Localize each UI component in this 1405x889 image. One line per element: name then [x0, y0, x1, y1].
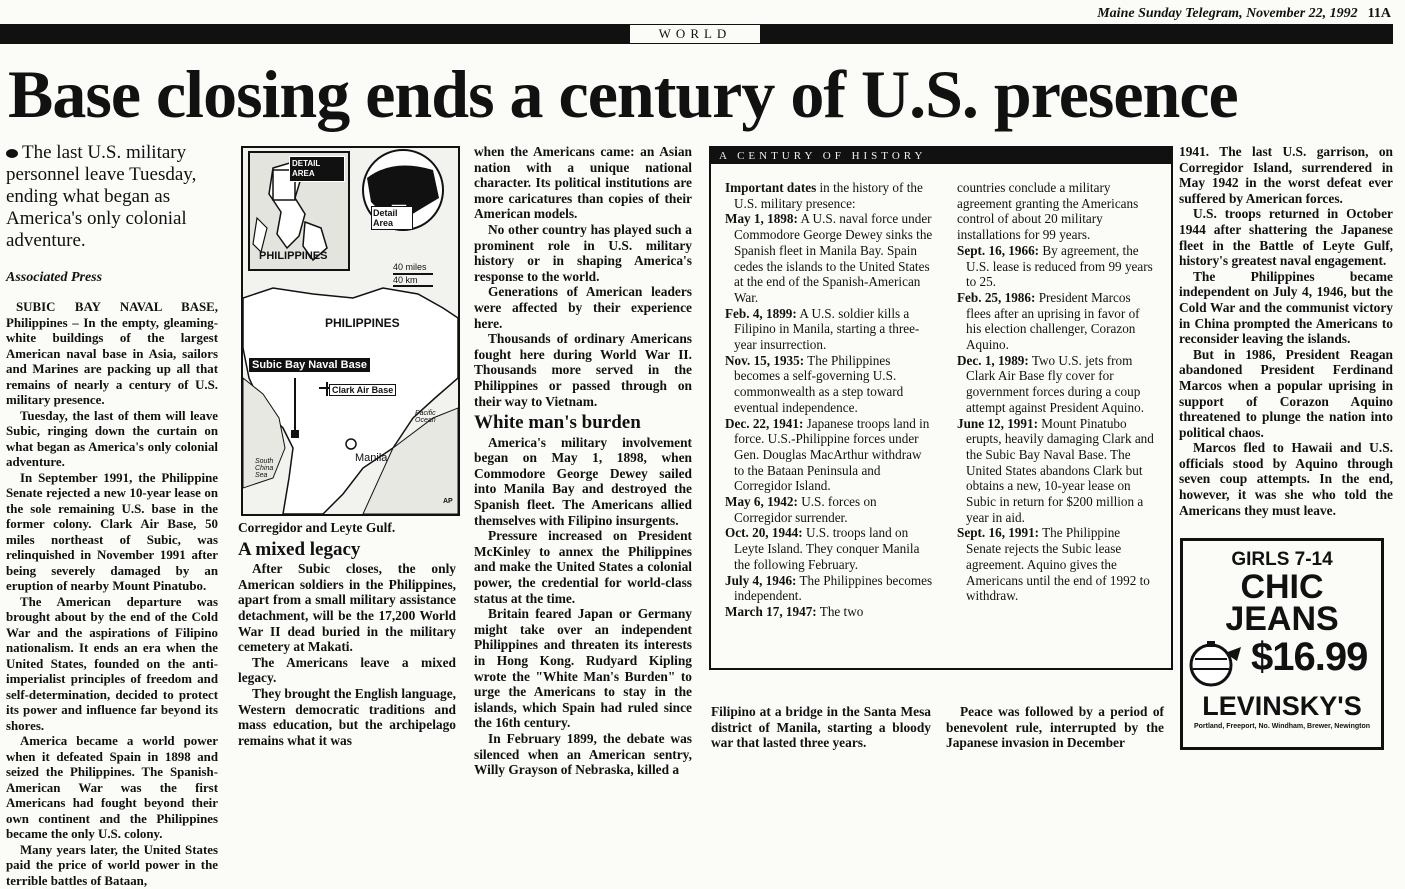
history-text: The Philippines becomes independent. — [734, 573, 932, 604]
history-entry — [957, 353, 1157, 416]
history-entry — [725, 604, 935, 620]
paragraph: Generations of American leaders were affected by their experience here. — [474, 284, 692, 331]
article-column-6 — [1179, 144, 1393, 518]
history-text: The Philippines becomes a self-governing U.S. commonwealth as a step toward eventual independence. — [734, 353, 903, 415]
history-entry — [957, 290, 1157, 353]
paragraph: But in 1986, President Reagan abandoned President Ferdinand Marcos when a popular uprising in support of Corazon Aquino threatened to plunge the nation into political chaos. — [1179, 347, 1393, 441]
history-date: Nov. 15, 1935: — [725, 353, 804, 368]
byline: Associated Press — [6, 270, 102, 286]
history-entry — [725, 494, 935, 525]
history-intro — [725, 180, 935, 211]
bullet-icon — [6, 149, 18, 158]
paragraph: when the Americans came: an Asian nation with a unique national character. Its political institutions are more caricatures than copies of their American models. — [474, 144, 692, 222]
paragraph: The Americans leave a mixed legacy. — [238, 655, 456, 686]
history-date: Sept. 16, 1966: — [957, 243, 1039, 258]
history-date: July 4, 1946: — [725, 573, 796, 588]
paragraph: America's military involvement began on May 1, 1898, when Commodore George Dewey sailed into Manila Bay and destroyed the Spanish fleet. The Americans allied themselves with Filipino insurgents. — [474, 435, 692, 529]
article-column-1 — [6, 300, 218, 889]
paragraph: SUBIC BAY NAVAL BASE, Philippines – In the empty, gleaming-white buildings of the largest American naval base in Asia, sailors and Marines are packing up all that remains of nearly a century of U.S. military presence. — [6, 300, 218, 409]
history-entry — [725, 211, 935, 305]
deck-text: The last U.S. military personnel leave Tuesday, ending what began as America's only colonial adventure. — [6, 142, 196, 251]
history-date: Sept. 16, 1991: — [957, 525, 1039, 540]
paragraph: They brought the English language, Western democratic traditions and mass education, but the archipelago remains what it was — [238, 686, 456, 748]
ad-line-3: JEANS — [1183, 603, 1381, 635]
history-entry — [957, 525, 1157, 604]
advertisement — [1180, 538, 1384, 750]
ad-locations: Portland, Freeport, No. Windham, Brewer, Newington — [1183, 723, 1381, 730]
history-text: President Marcos flees after an uprising in favor of his election challenger, Corazon Aquino. — [966, 290, 1140, 352]
history-intro-bold: Important dates — [725, 180, 816, 195]
masthead-paper: Maine Sunday Telegram, November 22, 1992 — [1097, 6, 1357, 21]
paragraph: America became a world power when it defeated Spain in 1898 and seized the Philippines. The Spanish-American War was the first Americans had fought beyond their own continent and the Philippines became the only U.S. colony. — [6, 734, 218, 843]
map-label-asia: ASIA — [391, 180, 417, 192]
deck — [6, 142, 202, 252]
map-label-philippines: PHILIPPINES — [325, 316, 400, 330]
article-column-3 — [474, 144, 692, 778]
map-credit: AP — [443, 498, 453, 505]
history-title: A CENTURY OF HISTORY — [711, 148, 1171, 164]
paragraph: No other country has played such a prominent role in U.S. military history or in shaping America's response to the world. — [474, 222, 692, 284]
history-entry — [957, 243, 1157, 290]
history-entry — [725, 525, 935, 572]
paragraph: Pressure increased on President McKinley to annex the Philippines and make the United States a colonial power, the credential for world-class status at the time. — [474, 528, 692, 606]
history-date: Dec. 22, 1941: — [725, 416, 803, 431]
history-text: Japanese troops land in force. U.S.-Philippine forces under Gen. Douglas MacArthur withdraw to the Bataan Peninsula and Corregidor Island. — [734, 416, 929, 494]
history-date: Dec. 1, 1989: — [957, 353, 1029, 368]
paragraph: Filipino at a bridge in the Santa Mesa district of Manila, starting a bloody war that lasted three years. — [711, 704, 931, 751]
paragraph: The Philippines became independent on July 4, 1946, but the Cold War and the communist victory in China prompted the Americans to reconsider leaving the islands. — [1179, 269, 1393, 347]
history-date: Feb. 25, 1986: — [957, 290, 1035, 305]
history-text: U.S. troops land on Leyte Island. They conquer Manila the following February. — [734, 525, 919, 571]
history-date: Oct. 20, 1944: — [725, 525, 803, 540]
page-number: 11A — [1368, 6, 1391, 21]
history-text: A U.S. soldier kills a Filipino in Manila, starting a three-year insurrection. — [734, 306, 919, 352]
article-column-2 — [238, 520, 456, 748]
map-scale-km: 40 km — [393, 275, 418, 285]
ad-line-2: CHIC — [1183, 571, 1381, 603]
paragraph: The American departure was brought about by the end of the Cold War and the aspirations of Filipino nationalism. It ends an era when the United States, founded on the anti-imperialist principles of freedom and self-determination, decided to protect its power and influence far beyond its shores. — [6, 595, 218, 735]
locator-map — [241, 146, 460, 516]
paragraph: Tuesday, the last of them will leave Subic, ringing down the curtain on what began as America's only colonial adventure. — [6, 409, 218, 471]
map-label-detail-area-globe: Detail Area — [371, 206, 413, 230]
subhead-white-mans-burden: White man's burden — [474, 415, 692, 431]
history-text: A U.S. naval force under Commodore George Dewey sinks the Spanish fleet in Manila Bay. Spain cedes the islands to the United States at the end of the Spanish-American War. — [734, 211, 932, 305]
history-date: June 12, 1991: — [957, 416, 1038, 431]
paragraph: Marcos fled to Hawaii and U.S. officials stood by Aquino through seven coup attempts. In the end, however, it was she who told the Americans they must leave. — [1179, 440, 1393, 518]
paragraph: In February 1899, the debate was silenced when an American sentry, Willy Grayson of Nebraska, killed a — [474, 731, 692, 778]
history-date: Feb. 4, 1899: — [725, 306, 797, 321]
article-column-5 — [946, 704, 1164, 751]
map-label-subic: Subic Bay Naval Base — [249, 358, 370, 372]
history-text: U.S. forces on Corregidor surrender. — [734, 494, 877, 525]
ad-store: LEVINSKY'S — [1183, 691, 1381, 721]
article-column-4 — [711, 704, 931, 751]
history-date: May 1, 1898: — [725, 211, 798, 226]
history-text: Mount Pinatubo erupts, heavily damaging Clark and the Subic Bay Naval Base. The United States abandons Clark but obtains a new, 10-year lease on Subic in return for $200 million a year in aid. — [966, 416, 1154, 525]
history-text: The two — [817, 604, 864, 619]
paragraph: Many years later, the United States paid the price of world power in the terrible battles of Bataan, — [6, 843, 218, 889]
paragraph: Peace was followed by a period of benevolent rule, interrupted by the Japanese invasion in December — [946, 704, 1164, 751]
history-column-right — [957, 180, 1157, 604]
history-text: Two U.S. jets from Clark Air Base fly cover for government forces during a coup attempt against President Aquino. — [966, 353, 1144, 415]
history-entry — [725, 573, 935, 604]
ad-line-1: GIRLS 7-14 — [1183, 549, 1381, 571]
ad-price: $16.99 — [1251, 635, 1367, 680]
map-label-manila: Manila — [355, 452, 387, 464]
history-continued: countries conclude a military agreement granting the Americans control of about 20 military installations for 99 years. — [957, 180, 1157, 243]
history-entry — [725, 416, 935, 495]
map-scale-miles: 40 miles — [393, 262, 427, 272]
map-label-pacific: Pacific Ocean — [415, 410, 447, 424]
section-label: WORLD — [630, 25, 760, 43]
masthead — [1097, 6, 1391, 22]
map-label-detail-area: DETAIL AREA — [289, 156, 345, 182]
map-label-south-china-sea: South China Sea — [255, 458, 285, 479]
history-entry — [725, 353, 935, 416]
map-label-philippines-inset: PHILIPPINES — [259, 250, 327, 262]
headline: Base closing ends a century of U.S. presence — [8, 54, 1238, 134]
paragraph: In September 1991, the Philippine Senate rejected a new 10-year lease on the sole remaining U.S. base in the former colony. Clark Air Base, 50 miles northeast of Subic, was relinquished in November 1991 after being severely damaged by an eruption of nearby Mount Pinatubo. — [6, 471, 218, 595]
paragraph: Corregidor and Leyte Gulf. — [238, 520, 456, 536]
history-entry — [725, 306, 935, 353]
paragraph: 1941. The last U.S. garrison, on Corregidor Island, surrendered in May 1942 in the worst defeat ever suffered by American forces. — [1179, 144, 1393, 206]
paragraph: U.S. troops returned in October 1944 after shattering the Japanese fleet in the Battle of Leyte Gulf, history's greatest naval engagement. — [1179, 206, 1393, 268]
history-box — [709, 146, 1173, 670]
history-text: By agreement, the U.S. lease is reduced from 99 years to 25. — [966, 243, 1153, 289]
history-date: May 6, 1942: — [725, 494, 798, 509]
map-label-clark: Clark Air Base — [329, 384, 396, 396]
history-text: The Philippine Senate rejects the Subic lease agreement. Aquino gives the Americans until the end of 1992 to withdraw. — [966, 525, 1150, 603]
paragraph: Britain feared Japan or Germany might take over an independent Philippines and threaten its interests in Hong Kong. Rudyard Kipling wrote the "White Man's Burden" to urge the Americans to stay in the islands, which Spain had ruled since the 16th century. — [474, 606, 692, 731]
paragraph: Thousands of ordinary Americans fought here during World War II. Thousands more served in the Philippines or passed through on their way to Vietnam. — [474, 331, 692, 409]
history-entry — [957, 416, 1157, 526]
paragraph: After Subic closes, the only American soldiers in the Philippines, apart from a small military assistance detachment, will be the 17,200 World War II dead buried in the military cemetery at Makati. — [238, 561, 456, 655]
ornament-icon — [1187, 635, 1247, 691]
history-date: March 17, 1947: — [725, 604, 817, 619]
subhead-mixed-legacy: A mixed legacy — [238, 542, 456, 558]
history-intro-rest: in the history of the U.S. military presence: — [734, 180, 923, 211]
history-column-left — [725, 180, 935, 620]
